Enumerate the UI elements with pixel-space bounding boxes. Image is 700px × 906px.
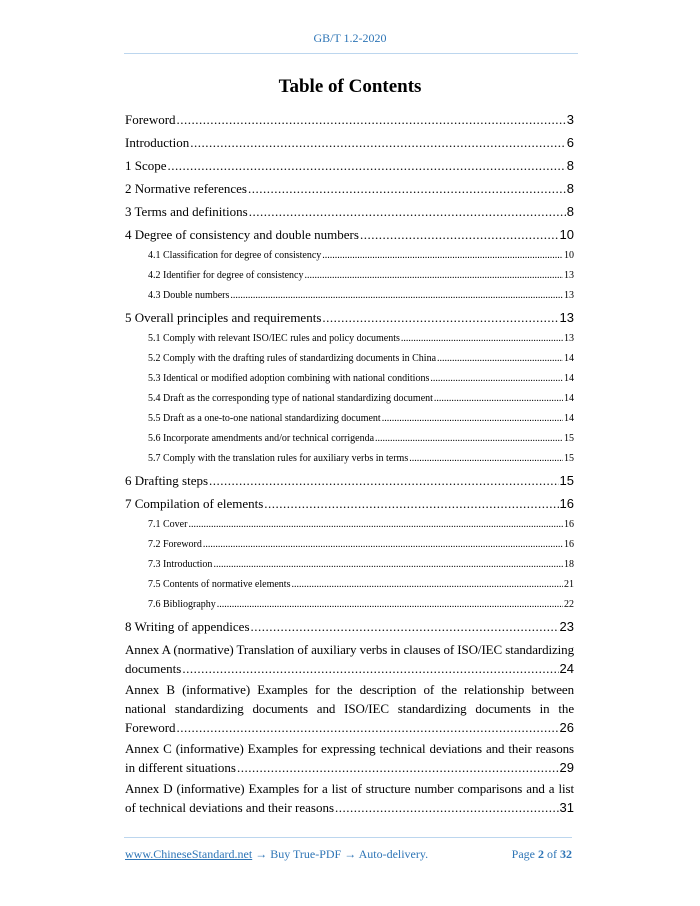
toc-entry-page: 16: [564, 539, 574, 550]
toc-entry-title: 5.2 Comply with the drafting rules of standardizing documents in China: [148, 353, 437, 364]
toc-entry-title: 5.1 Comply with relevant ISO/IEC rules and policy documents: [148, 333, 400, 344]
toc-entry[interactable]: [125, 615, 574, 638]
toc-entry[interactable]: [125, 369, 574, 389]
toc-entry-page: 23: [559, 619, 574, 634]
toc-entry-title: 5.6 Incorporate amendments and/or technical corrigenda: [148, 433, 375, 444]
dot-leader: [213, 555, 563, 575]
toc-entry[interactable]: [125, 131, 574, 154]
toc-entry[interactable]: [125, 306, 574, 329]
toc-entry-title: 5.4 Draft as the corresponding type of national standardizing document: [148, 393, 433, 404]
of-label: of: [547, 847, 557, 861]
running-header: GB/T 1.2-2020: [313, 31, 387, 45]
toc-entry-title: 7 Compilation of elements: [125, 496, 264, 511]
toc-entry-title: 8 Writing of appendices: [125, 619, 250, 634]
toc-entry-page: 29: [559, 760, 574, 775]
toc-entry-page: 8: [566, 158, 574, 173]
toc-entry-page: 24: [559, 661, 574, 676]
dot-leader: [305, 266, 564, 286]
toc-entry-title: 2 Normative references: [125, 181, 247, 196]
toc-entry[interactable]: [125, 449, 574, 469]
dot-leader: [437, 349, 563, 369]
toc-entry-page: 15: [564, 453, 574, 464]
toc-entry[interactable]: [125, 515, 574, 535]
toc-entry[interactable]: [125, 349, 574, 369]
toc-entry-title-line: documents: [125, 661, 182, 676]
dot-leader: [168, 154, 566, 177]
toc-entry-page: 13: [564, 290, 574, 301]
dot-leader: [249, 200, 566, 223]
toc-entry-title-line: national standardizing documents and ISO/IEC standardizing documents in the: [125, 701, 574, 716]
dot-leader: [375, 429, 563, 449]
page-indicator: [512, 847, 572, 862]
toc-entry-title: 7.2 Foreword: [148, 539, 202, 550]
toc-entry-annex[interactable]: [125, 680, 574, 737]
toc-entry[interactable]: [125, 555, 574, 575]
toc-entry-page: 16: [564, 519, 574, 530]
dot-leader: [264, 492, 558, 515]
dot-leader: [188, 515, 563, 535]
toc-entry-page: 21: [564, 579, 574, 590]
page-label: Page: [511, 847, 535, 861]
toc-entry-page: 26: [559, 720, 574, 735]
toc-entry[interactable]: [125, 409, 574, 429]
toc-entry-page: 8: [566, 204, 574, 219]
toc-entry-title: 4.2 Identifier for degree of consistency: [148, 270, 304, 281]
toc-entry-title-line: Annex B (informative) Examples for the description of the relationship between: [125, 682, 574, 697]
toc-entry-title: 5 Overall principles and requirements: [125, 310, 322, 325]
toc-entry-annex[interactable]: [125, 640, 574, 678]
page-title: Table of Contents: [278, 76, 422, 97]
toc-entry-page: 10: [559, 227, 574, 242]
page-number: 2: [538, 847, 544, 861]
toc-entry-page: 18: [564, 559, 574, 570]
toc-entry[interactable]: [125, 223, 574, 246]
toc-entry-title: 5.7 Comply with the translation rules for auxiliary verbs in terms: [148, 453, 409, 464]
toc-entry-title: 7.5 Contents of normative elements: [148, 579, 291, 590]
toc-entry[interactable]: [125, 535, 574, 555]
toc-entry-title: 7.6 Bibliography: [148, 599, 216, 610]
toc-entry-title-line: Foreword: [125, 720, 176, 735]
toc-entry[interactable]: [125, 200, 574, 223]
footer-divider: [124, 837, 572, 838]
toc-entry-title: Foreword: [125, 112, 176, 127]
dot-leader: [322, 246, 563, 266]
dot-leader: [335, 798, 559, 817]
toc-entry-title: 7.3 Introduction: [148, 559, 213, 570]
toc-entry[interactable]: [125, 389, 574, 409]
dot-leader: [291, 575, 563, 595]
toc-entry-page: 15: [564, 433, 574, 444]
toc-entry-title: 6 Drafting steps: [125, 473, 209, 488]
toc-entry-page: 22: [564, 599, 574, 610]
toc-entry-title: 4.3 Double numbers: [148, 290, 230, 301]
toc-entry-page: 13: [559, 310, 574, 325]
toc-entry-title: 5.5 Draft as a one-to-one national standardizing document: [148, 413, 381, 424]
dot-leader: [409, 449, 563, 469]
dot-leader: [182, 659, 558, 678]
dot-leader: [322, 306, 558, 329]
promo-text: → Buy True-PDF → Auto-delivery.: [252, 847, 429, 861]
toc-entry[interactable]: [125, 108, 574, 131]
toc-entry-title: 1 Scope: [125, 158, 167, 173]
toc-entry-title-line: Annex A (normative) Translation of auxiliary verbs in clauses of ISO/IEC standardizing: [125, 642, 574, 657]
total-pages: 32: [560, 847, 572, 861]
toc-entry-page: 3: [566, 112, 574, 127]
toc-entry-title: 7.1 Cover: [148, 519, 188, 530]
toc-entry-page: 10: [564, 250, 574, 261]
toc-entry-page: 14: [564, 393, 574, 404]
toc-entry-page: 13: [564, 333, 574, 344]
toc-entry[interactable]: [125, 595, 574, 615]
toc-entry[interactable]: [125, 266, 574, 286]
toc-entry-page: 14: [564, 353, 574, 364]
toc-entry-page: 15: [559, 473, 574, 488]
toc-entry[interactable]: [125, 492, 574, 515]
toc-entry-title-line: Annex C (informative) Examples for expressing technical deviations and their reasons: [125, 741, 574, 756]
dot-leader: [190, 131, 566, 154]
dot-leader: [401, 329, 563, 349]
toc-entry-page: 14: [564, 373, 574, 384]
table-of-contents: [125, 108, 574, 817]
toc-entry-page: 13: [564, 270, 574, 281]
dot-leader: [360, 223, 559, 246]
dot-leader: [177, 108, 566, 131]
toc-entry-page: 6: [566, 135, 574, 150]
toc-entry-page: 14: [564, 413, 574, 424]
toc-entry-title: 4.1 Classification for degree of consistency: [148, 250, 322, 261]
dot-leader: [177, 718, 559, 737]
toc-entry[interactable]: [125, 429, 574, 449]
dot-leader: [203, 535, 563, 555]
toc-entry[interactable]: [125, 177, 574, 200]
toc-entry-annex[interactable]: [125, 739, 574, 777]
toc-entry-title-line: Annex D (informative) Examples for a list of structure number comparisons and a list: [125, 781, 574, 796]
toc-entry[interactable]: [125, 469, 574, 492]
dot-leader: [217, 595, 563, 615]
toc-entry-title-line: of technical deviations and their reasons: [125, 800, 335, 815]
toc-entry[interactable]: [125, 575, 574, 595]
dot-leader: [237, 758, 559, 777]
toc-entry[interactable]: [125, 246, 574, 266]
toc-entry-title: Introduction: [125, 135, 190, 150]
dot-leader: [430, 369, 563, 389]
dot-leader: [209, 469, 558, 492]
toc-entry[interactable]: [125, 154, 574, 177]
footer: [125, 847, 572, 862]
toc-entry-annex[interactable]: [125, 779, 574, 817]
toc-entry-title: 4 Degree of consistency and double numbers: [125, 227, 359, 242]
toc-entry-page: 16: [559, 496, 574, 511]
toc-entry-page: 31: [559, 800, 574, 815]
website-link[interactable]: www.ChineseStandard.net: [125, 847, 253, 861]
toc-entry-title-line: in different situations: [125, 760, 236, 775]
dot-leader: [251, 615, 559, 638]
toc-entry[interactable]: [125, 286, 574, 306]
dot-leader: [248, 177, 566, 200]
toc-entry-page: 8: [566, 181, 574, 196]
dot-leader: [434, 389, 563, 409]
dot-leader: [382, 409, 563, 429]
dot-leader: [230, 286, 563, 306]
toc-entry[interactable]: [125, 329, 574, 349]
header-divider: [124, 53, 578, 54]
toc-entry-title: 5.3 Identical or modified adoption combining with national conditions: [148, 373, 430, 384]
toc-entry-title: 3 Terms and definitions: [125, 204, 248, 219]
